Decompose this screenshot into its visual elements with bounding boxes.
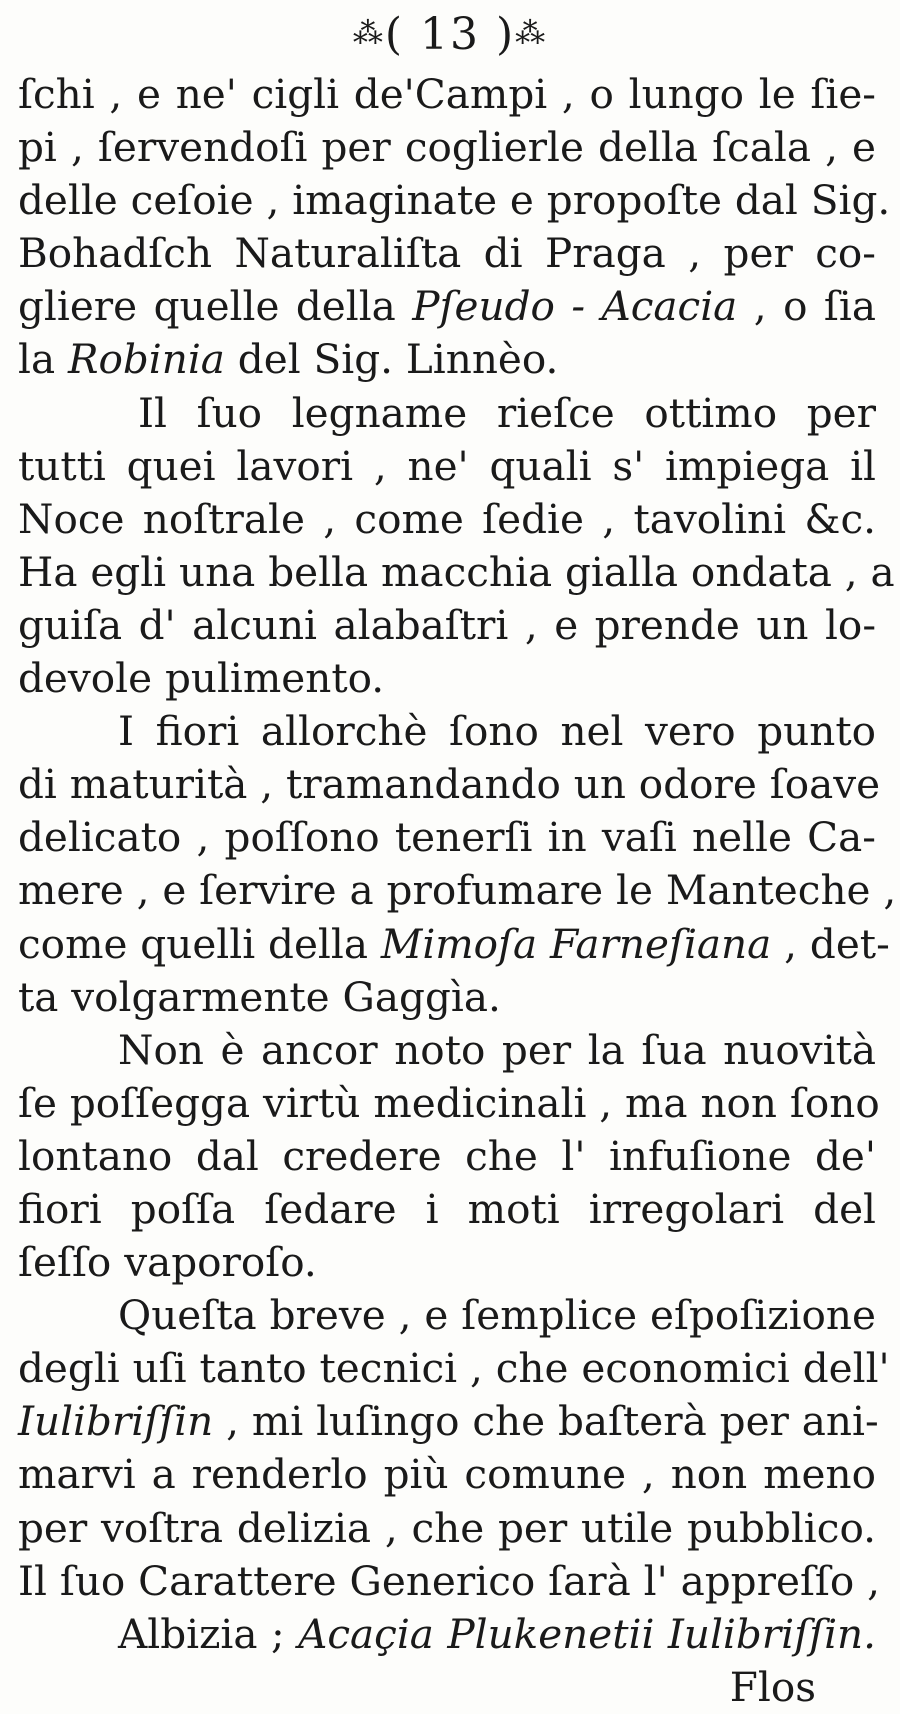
ornament-left-icon: ⁂	[352, 16, 385, 51]
text-line: per voſtra delizia , che per utile pubblico.	[18, 1503, 876, 1552]
text-line: delicato , poſſono tenerſi in vaſi nelle Ca-	[18, 813, 876, 862]
text-line: tutti quei lavori , ne' quali s' impiega il	[18, 441, 876, 490]
text-line	[18, 1608, 876, 1661]
text-line: mere , e ſervire a profumare le Manteche ,	[18, 866, 897, 915]
italic-term: Pſeudo - Acacia	[412, 282, 738, 331]
text-line: Bohadſch Naturaliſta di Praga , per co-	[18, 229, 876, 278]
text-line: ſe poſſegga virtù medicinali , ma non ſono	[18, 1078, 880, 1127]
text-line: Ha egli una bella macchia gialla ondata , a	[18, 547, 895, 596]
text-line: Il ſuo legname rieſce ottimo per	[138, 388, 876, 437]
text-line: ſchi , e ne' cigli de'Campi , o lungo le ſie-	[18, 70, 876, 118]
text-line: devole pulimento.	[18, 654, 385, 703]
text-line: Non è ancor noto per la ſua nuovità	[118, 1025, 876, 1074]
text-line: fiori poſſa ſedare i moti irregolari del	[18, 1184, 876, 1233]
body-text	[18, 68, 897, 1714]
line-text: , det-	[771, 919, 890, 968]
text-line: I fiori allorchè ſono nel vero punto	[118, 707, 876, 756]
catchword: Flos	[729, 1662, 816, 1711]
page-number: ( 13 )	[384, 9, 516, 60]
text-line: degli uſi tanto tecnici , che economici dell'	[18, 1344, 890, 1393]
text-line: Il ſuo Carattere Generico ſarà l' appreſſo ,	[18, 1556, 881, 1605]
text-line: delle ceſoie , imaginate e propoſte dal Sig.	[18, 176, 891, 225]
italic-term: Mimoſa Farneſiana	[380, 919, 772, 968]
italic-term: Iulibriſſin	[18, 1397, 214, 1446]
text-line	[18, 333, 876, 386]
text-line: marvi a renderlo più comune , non meno	[18, 1450, 876, 1499]
text-line: Noce noſtrale , come ſedie , tavolini &c.	[18, 494, 876, 543]
text-line	[18, 1395, 879, 1448]
line-text: del Sig. Linnèo.	[224, 335, 559, 384]
line-text: come quelli della	[18, 919, 381, 968]
page-header	[0, 6, 900, 63]
line-text: , mi luſingo che baſterà per ani-	[213, 1397, 879, 1446]
text-line: di maturità , tramandando un odore ſoave	[18, 760, 881, 809]
italic-term: Robinia	[67, 335, 225, 384]
line-text: , o ſia	[737, 282, 877, 331]
text-line: Queſta breve , e ſemplice eſpoſizione	[118, 1291, 876, 1340]
text-line	[18, 918, 890, 971]
line-text: la	[18, 335, 68, 384]
text-line	[18, 280, 876, 333]
italic-term: Acaçia Plukenetii Iulibriſſin.	[298, 1609, 876, 1658]
line-text: Albizia ;	[118, 1609, 299, 1658]
text-line: ta volgarmente Gaggìa.	[18, 972, 501, 1021]
line-text: gliere quelle della	[18, 282, 413, 331]
text-line: guiſa d' alcuni alabaſtri , e prende un lo-	[18, 600, 876, 649]
text-line: lontano dal credere che l' infuſione de'	[18, 1131, 876, 1180]
ornament-right-icon: ⁂	[515, 16, 548, 51]
text-line: pi , ſervendoſi per coglierle della ſcala , e	[18, 123, 876, 172]
text-line: ſeſſo vaporoſo.	[18, 1238, 317, 1287]
